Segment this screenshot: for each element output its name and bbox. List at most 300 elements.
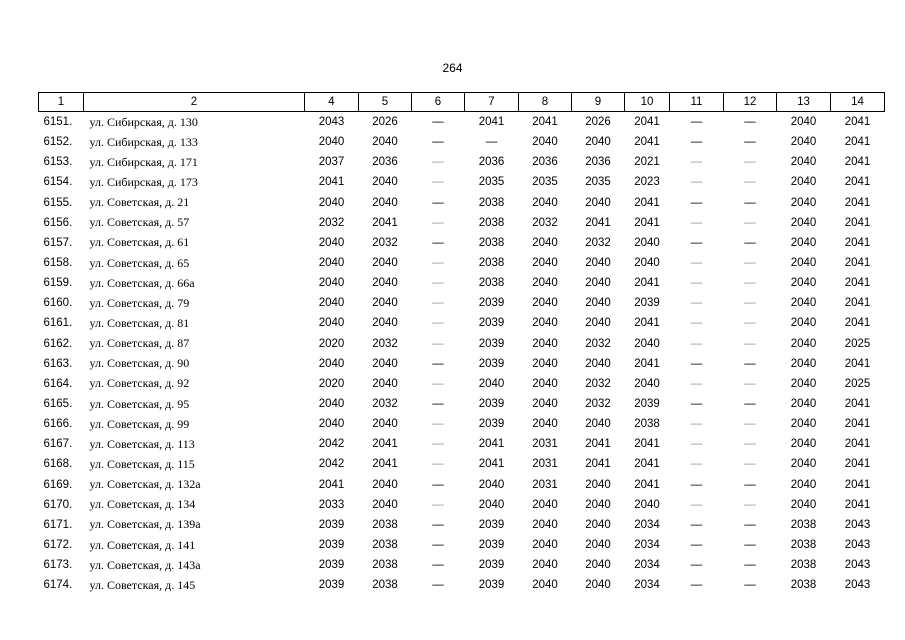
row-number-cell: 6156. [43,216,73,229]
table-row [39,233,885,253]
year-cell-col-10: 2041 [634,196,660,209]
table-row [39,394,885,414]
year-cell-col-12: — [744,539,756,552]
address-cell: ул. Сибирская, д. 171 [89,154,198,169]
year-cell-col-11: — [690,498,703,511]
year-cell-col-7: 2040 [478,377,505,390]
year-cell-col-4: 2040 [318,277,345,290]
year-cell-col-9: 2040 [585,257,611,270]
column-header-13: 13 [777,93,831,112]
year-cell-col-4: 2037 [318,156,345,169]
year-cell-col-7: 2038 [478,257,505,270]
year-cell-col-8: 2040 [532,518,558,531]
year-cell-col-5: 2032 [372,398,398,411]
year-cell-col-12: — [744,236,756,249]
year-cell-col-7: 2041 [478,458,505,471]
year-cell-col-6: — [432,257,444,270]
year-cell-col-4: 2039 [318,518,345,531]
year-cell-col-10: 2034 [634,579,660,592]
year-cell-col-8: 2040 [532,277,558,290]
year-cell-col-10: 2041 [634,458,660,471]
year-cell-col-8: 2031 [532,478,558,491]
year-cell-col-9: 2041 [585,438,611,451]
year-cell-col-12: — [744,257,756,270]
year-cell-col-5: 2040 [372,317,398,330]
year-cell-col-14: 2041 [844,236,871,249]
column-header-11: 11 [670,93,724,112]
column-header-9: 9 [572,93,625,112]
year-cell-col-7: 2038 [478,196,505,209]
year-cell-col-4: 2040 [318,418,345,431]
year-cell-col-4: 2040 [318,317,345,330]
year-cell-col-12: — [744,559,756,572]
year-cell-col-13: 2040 [790,458,817,471]
year-cell-col-7: 2036 [478,156,505,169]
year-cell-col-9: 2040 [585,518,611,531]
address-cell: ул. Советская, д. 132а [89,477,201,492]
year-cell-col-11: — [690,377,703,390]
row-number-cell: 6162. [43,337,73,350]
table-row [39,293,885,313]
year-cell-col-12: — [744,438,756,451]
table-row [39,273,885,293]
year-cell-col-9: 2040 [585,277,611,290]
year-cell-col-8: 2040 [532,498,558,511]
row-number-cell: 6159. [43,277,73,290]
table-row [39,193,885,213]
year-cell-col-7: 2041 [478,438,505,451]
table-row [39,334,885,354]
year-cell-col-10: 2023 [634,176,660,189]
year-cell-col-5: 2041 [372,216,398,229]
address-cell: ул. Советская, д. 115 [89,456,195,471]
year-cell-col-14: 2041 [844,196,871,209]
year-cell-col-8: 2040 [532,418,558,431]
year-cell-col-4: 2040 [318,297,345,310]
table-row [39,495,885,515]
year-cell-col-8: 2040 [532,257,558,270]
year-cell-col-7: 2039 [478,317,505,330]
year-cell-col-7: 2039 [478,297,505,310]
table-row [39,354,885,374]
year-cell-col-4: 2040 [318,357,345,370]
year-cell-col-9: 2040 [585,579,611,592]
year-cell-col-11: — [690,156,703,169]
year-cell-col-14: 2041 [844,257,871,270]
year-cell-col-6: — [432,156,444,169]
year-cell-col-13: 2040 [790,418,817,431]
row-number-cell: 6152. [43,136,73,149]
year-cell-col-12: — [744,297,756,310]
address-cell: ул. Советская, д. 57 [89,215,190,230]
year-cell-col-5: 2038 [372,579,398,592]
address-cell: ул. Советская, д. 113 [89,436,195,451]
year-cell-col-10: 2041 [634,116,660,129]
year-cell-col-11: — [690,478,703,491]
year-cell-col-7: 2039 [478,418,505,431]
year-cell-col-5: 2038 [372,518,398,531]
year-cell-col-6: — [432,236,444,249]
year-cell-col-9: 2032 [585,398,611,411]
year-cell-col-9: 2036 [585,156,611,169]
year-cell-col-6: — [432,498,444,511]
address-cell: ул. Советская, д. 21 [89,195,190,210]
year-cell-col-6: — [432,539,444,552]
year-cell-col-12: — [744,216,756,229]
year-cell-col-8: 2032 [532,216,558,229]
year-cell-col-11: — [690,418,703,431]
year-cell-col-5: 2041 [372,458,398,471]
table-row [39,475,885,495]
column-header-4: 4 [305,93,359,112]
year-cell-col-12: — [744,156,756,169]
year-cell-col-8: 2031 [532,438,558,451]
address-cell: ул. Советская, д. 143а [89,557,201,572]
year-cell-col-10: 2040 [634,337,660,350]
year-cell-col-7: 2039 [478,357,505,370]
year-cell-col-6: — [432,438,444,451]
year-cell-col-14: 2041 [844,216,871,229]
column-header-2: 2 [84,93,305,112]
year-cell-col-4: 2020 [318,337,345,350]
year-cell-col-12: — [744,357,756,370]
year-cell-col-6: — [432,418,444,431]
year-cell-col-12: — [744,176,756,189]
year-cell-col-5: 2040 [372,176,398,189]
year-cell-col-10: 2041 [634,357,660,370]
year-cell-col-12: — [744,418,756,431]
column-header-1: 1 [39,93,84,112]
year-cell-col-4: 2040 [318,136,345,149]
year-cell-col-6: — [432,176,444,189]
year-cell-col-8: 2041 [532,116,558,129]
address-cell: ул. Советская, д. 134 [89,497,196,512]
table-row [39,172,885,192]
year-cell-col-12: — [744,317,756,330]
year-cell-col-13: 2040 [790,478,817,491]
year-cell-col-13: 2040 [790,156,817,169]
year-cell-col-6: — [432,116,444,129]
year-cell-col-7: 2035 [478,176,505,189]
column-header-6: 6 [412,93,465,112]
column-header-8: 8 [519,93,572,112]
address-cell: ул. Советская, д. 90 [89,356,190,371]
row-number-cell: 6171. [43,518,73,531]
year-cell-col-4: 2043 [318,116,345,129]
year-cell-col-5: 2040 [372,478,398,491]
housing-repair-schedule-table [38,92,885,595]
year-cell-col-4: 2041 [318,478,345,491]
year-cell-col-9: 2040 [585,196,611,209]
year-cell-col-7: 2039 [478,337,505,350]
year-cell-col-13: 2040 [790,297,817,310]
row-number-cell: 6172. [43,539,73,552]
year-cell-col-13: 2040 [790,257,817,270]
year-cell-col-13: 2040 [790,236,817,249]
year-cell-col-5: 2040 [372,357,398,370]
year-cell-col-7: 2039 [478,398,505,411]
year-cell-col-8: 2040 [532,236,558,249]
year-cell-col-9: 2040 [585,539,611,552]
year-cell-col-6: — [432,478,444,491]
year-cell-col-7: 2039 [478,539,505,552]
year-cell-col-10: 2041 [634,478,660,491]
address-cell: ул. Сибирская, д. 173 [89,174,198,189]
year-cell-col-9: 2032 [585,377,611,390]
address-cell: ул. Советская, д. 66а [89,275,195,290]
year-cell-col-11: — [690,136,703,149]
address-cell: ул. Советская, д. 139а [89,517,201,532]
year-cell-col-6: — [432,357,444,370]
year-cell-col-9: 2032 [585,236,611,249]
year-cell-col-11: — [690,196,703,209]
year-cell-col-11: — [690,579,703,592]
row-number-cell: 6174. [43,579,73,592]
year-cell-col-7: 2040 [478,498,505,511]
year-cell-col-14: 2041 [844,136,871,149]
year-cell-col-7: 2041 [478,116,505,129]
year-cell-col-11: — [690,398,703,411]
year-cell-col-8: 2040 [532,579,558,592]
year-cell-col-11: — [690,257,703,270]
page-number: 264 [442,61,463,75]
year-cell-col-12: — [744,458,756,471]
year-cell-col-4: 2033 [318,498,345,511]
year-cell-col-14: 2041 [844,277,871,290]
year-cell-col-5: 2040 [372,418,398,431]
year-cell-col-10: 2034 [634,518,660,531]
row-number-cell: 6164. [43,377,73,390]
year-cell-col-5: 2040 [372,257,398,270]
column-header-10: 10 [625,93,670,112]
year-cell-col-14: 2041 [844,156,871,169]
year-cell-col-6: — [432,337,444,350]
year-cell-col-9: 2040 [585,559,611,572]
year-cell-col-5: 2041 [372,438,398,451]
year-cell-col-10: 2038 [634,418,660,431]
table-row [39,555,885,575]
year-cell-col-6: — [432,196,444,209]
year-cell-col-9: 2041 [585,216,611,229]
table-row [39,152,885,172]
row-number-cell: 6167. [43,438,73,451]
year-cell-col-13: 2040 [790,357,817,370]
year-cell-col-12: — [744,498,756,511]
year-cell-col-8: 2036 [532,156,558,169]
year-cell-col-14: 2041 [844,458,871,471]
year-cell-col-4: 2040 [318,257,345,270]
year-cell-col-12: — [744,518,756,531]
year-cell-col-7: 2038 [478,216,505,229]
row-number-cell: 6155. [43,196,73,209]
table-row [39,434,885,454]
year-cell-col-5: 2026 [372,116,398,129]
column-header-12: 12 [724,93,777,112]
address-cell: ул. Советская, д. 92 [89,376,190,391]
year-cell-col-6: — [432,136,444,149]
address-cell: ул. Советская, д. 81 [89,315,190,330]
year-cell-col-13: 2040 [790,176,817,189]
column-header-5: 5 [359,93,412,112]
year-cell-col-10: 2034 [634,539,660,552]
table-row [39,253,885,273]
year-cell-col-5: 2036 [372,156,398,169]
year-cell-col-13: 2038 [790,559,817,572]
table-row [39,374,885,394]
address-cell: ул. Советская, д. 141 [89,537,196,552]
row-number-cell: 6168. [43,458,73,471]
year-cell-col-13: 2038 [790,579,817,592]
year-cell-col-11: — [690,317,703,330]
year-cell-col-10: 2039 [634,398,660,411]
year-cell-col-13: 2040 [790,498,817,511]
year-cell-col-8: 2035 [532,176,558,189]
year-cell-col-5: 2040 [372,377,398,390]
year-cell-col-4: 2041 [318,176,345,189]
year-cell-col-6: — [432,297,444,310]
year-cell-col-9: 2026 [585,116,611,129]
year-cell-col-8: 2040 [532,377,558,390]
table-row [39,112,885,133]
year-cell-col-11: — [690,539,703,552]
table-row [39,454,885,474]
year-cell-col-10: 2040 [634,257,660,270]
year-cell-col-6: — [432,518,444,531]
year-cell-col-13: 2040 [790,277,817,290]
year-cell-col-8: 2040 [532,337,558,350]
year-cell-col-9: 2040 [585,357,611,370]
year-cell-col-10: 2021 [634,156,660,169]
year-cell-col-13: 2040 [790,438,817,451]
year-cell-col-13: 2038 [790,539,817,552]
row-number-cell: 6160. [43,297,73,310]
column-number-header-row [39,93,885,112]
year-cell-col-8: 2040 [532,196,558,209]
year-cell-col-6: — [432,317,444,330]
year-cell-col-5: 2038 [372,539,398,552]
year-cell-col-11: — [690,518,703,531]
year-cell-col-9: 2040 [585,297,611,310]
year-cell-col-9: 2032 [585,337,611,350]
year-cell-col-4: 2040 [318,398,345,411]
year-cell-col-6: — [432,458,444,471]
year-cell-col-8: 2040 [532,398,558,411]
year-cell-col-14: 2041 [844,116,871,129]
table-row [39,414,885,434]
year-cell-col-10: 2041 [634,216,660,229]
year-cell-col-13: 2040 [790,116,817,129]
year-cell-col-11: — [690,297,703,310]
year-cell-col-12: — [744,377,756,390]
year-cell-col-10: 2040 [634,498,660,511]
year-cell-col-5: 2040 [372,498,398,511]
year-cell-col-13: 2040 [790,377,817,390]
year-cell-col-6: — [432,559,444,572]
table-row [39,313,885,333]
year-cell-col-6: — [432,216,444,229]
year-cell-col-5: 2040 [372,196,398,209]
year-cell-col-10: 2041 [634,438,660,451]
year-cell-col-9: 2040 [585,478,611,491]
table-row [39,515,885,535]
year-cell-col-10: 2039 [634,297,660,310]
year-cell-col-4: 2039 [318,579,345,592]
year-cell-col-14: 2041 [844,297,871,310]
year-cell-col-10: 2034 [634,559,660,572]
year-cell-col-9: 2040 [585,418,611,431]
year-cell-col-10: 2040 [634,377,660,390]
row-number-cell: 6161. [43,317,73,330]
address-cell: ул. Советская, д. 87 [89,336,190,351]
table-row [39,213,885,233]
year-cell-col-14: 2043 [844,559,871,572]
row-number-cell: 6157. [43,236,73,249]
year-cell-col-11: — [690,357,703,370]
year-cell-col-9: 2040 [585,136,611,149]
year-cell-col-14: 2025 [844,337,871,350]
year-cell-col-10: 2041 [634,317,660,330]
year-cell-col-8: 2040 [532,539,558,552]
year-cell-col-12: — [744,579,756,592]
year-cell-col-7: 2039 [478,579,505,592]
year-cell-col-14: 2041 [844,176,871,189]
table-row [39,575,885,595]
year-cell-col-11: — [690,458,703,471]
year-cell-col-7: 2039 [478,559,505,572]
year-cell-col-12: — [744,277,756,290]
year-cell-col-12: — [744,337,756,350]
address-cell: ул. Советская, д. 65 [89,255,190,270]
row-number-cell: 6163. [43,357,73,370]
year-cell-col-9: 2041 [585,458,611,471]
year-cell-col-10: 2040 [634,236,660,249]
year-cell-col-4: 2039 [318,539,345,552]
year-cell-col-11: — [690,116,703,129]
year-cell-col-7: 2039 [478,518,505,531]
year-cell-col-8: 2040 [532,317,558,330]
year-cell-col-11: — [690,438,703,451]
address-cell: ул. Советская, д. 95 [89,396,190,411]
year-cell-col-13: 2038 [790,518,817,531]
year-cell-col-11: — [690,216,703,229]
year-cell-col-4: 2040 [318,196,345,209]
year-cell-col-4: 2040 [318,236,345,249]
column-header-14: 14 [831,93,885,112]
year-cell-col-14: 2043 [844,539,871,552]
table-row [39,535,885,555]
row-number-cell: 6170. [43,498,73,511]
row-number-cell: 6158. [43,257,73,270]
year-cell-col-11: — [690,277,703,290]
year-cell-col-4: 2020 [318,377,345,390]
year-cell-col-11: — [690,236,703,249]
row-number-cell: 6154. [43,176,73,189]
year-cell-col-9: 2040 [585,498,611,511]
row-number-cell: 6166. [43,418,73,431]
row-number-cell: 6169. [43,478,73,491]
table-row [39,132,885,152]
year-cell-col-12: — [744,196,756,209]
year-cell-col-4: 2042 [318,438,345,451]
year-cell-col-14: 2041 [844,498,871,511]
year-cell-col-12: — [744,116,756,129]
year-cell-col-7: — [485,136,498,149]
year-cell-col-14: 2041 [844,317,871,330]
address-cell: ул. Советская, д. 61 [89,235,190,250]
row-number-cell: 6173. [43,559,73,572]
year-cell-col-8: 2040 [532,297,558,310]
year-cell-col-5: 2032 [372,337,398,350]
